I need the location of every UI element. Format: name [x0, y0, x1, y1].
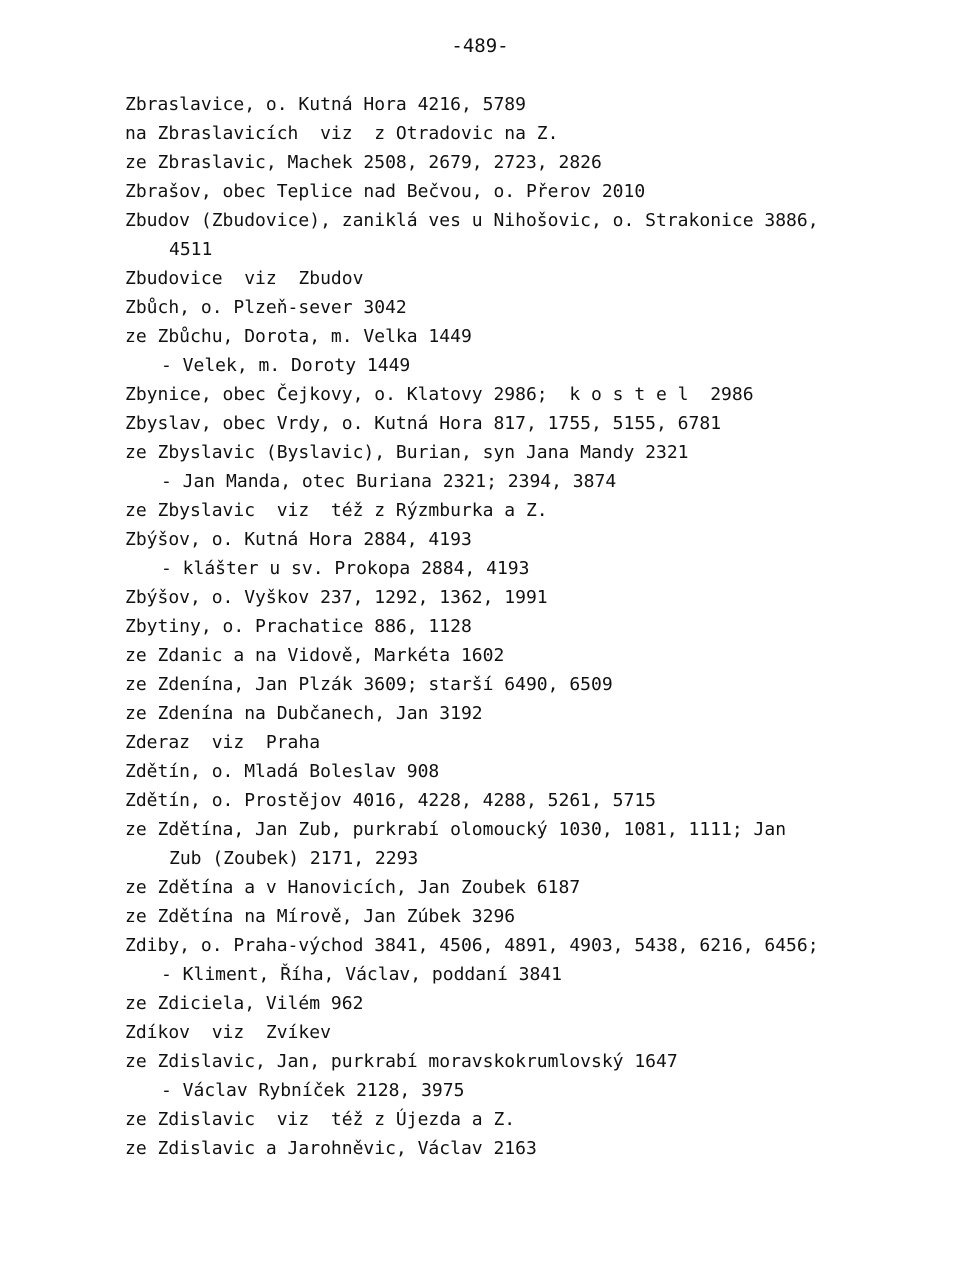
page-number: -489-	[451, 35, 509, 57]
index-subentry: - Václav Rybníček 2128, 3975	[161, 1080, 465, 1101]
index-entry: ze Zdenína, Jan Plzák 3609; starší 6490, 6509	[125, 674, 613, 695]
index-entry: ze Zdenína na Dubčanech, Jan 3192	[125, 703, 483, 724]
index-entry: ze Zdiciela, Vilém 962	[125, 993, 364, 1014]
index-entry: ze Zbůchu, Dorota, m. Velka 1449	[125, 326, 472, 347]
index-entry: ze Zdětína a v Hanovicích, Jan Zoubek 6187	[125, 877, 581, 898]
index-subentry: - Jan Manda, otec Buriana 2321; 2394, 3874	[161, 471, 617, 492]
index-entry: ze Zbraslavic, Machek 2508, 2679, 2723, 2826	[125, 152, 602, 173]
index-entry: ze Zdislavic a Jarohněvic, Václav 2163	[125, 1138, 537, 1159]
index-subentry: - Velek, m. Doroty 1449	[161, 355, 411, 376]
index-entry: Zbrašov, obec Teplice nad Bečvou, o. Přerov 2010	[125, 181, 646, 202]
index-entry: Zbýšov, o. Kutná Hora 2884, 4193	[125, 529, 472, 550]
index-entry: ze Zdanic a na Vidově, Markéta 1602	[125, 645, 505, 666]
index-entry: Zdětín, o. Mladá Boleslav 908	[125, 761, 440, 782]
index-entry: Zderaz viz Praha	[125, 732, 321, 753]
index-entry: ze Zdislavic, Jan, purkrabí moravskokrumlovský 1647	[125, 1051, 678, 1072]
index-entry: Zbýšov, o. Vyškov 237, 1292, 1362, 1991	[125, 587, 548, 608]
index-entry-continuation: 4511	[169, 239, 213, 260]
index-entry-continuation: Zub (Zoubek) 2171, 2293	[169, 848, 419, 869]
index-subentry: - Kliment, Říha, Václav, poddaní 3841	[161, 964, 562, 985]
index-subentry: - klášter u sv. Prokopa 2884, 4193	[161, 558, 530, 579]
index-entry: ze Zbyslavic (Byslavic), Burian, syn Jana Mandy 2321	[125, 442, 689, 463]
index-entry: Zdíkov viz Zvíkev	[125, 1022, 331, 1043]
index-entry: Zbudov (Zbudovice), zaniklá ves u Nihošovic, o. Strakonice 3886,	[125, 210, 819, 231]
index-entry: ze Zdětína, Jan Zub, purkrabí olomoucký 1030, 1081, 1111; Jan	[125, 819, 787, 840]
index-entry: ze Zdislavic viz též z Újezda a Z.	[125, 1109, 516, 1130]
index-entry: Zbytiny, o. Prachatice 886, 1128	[125, 616, 472, 637]
index-entry: Zbraslavice, o. Kutná Hora 4216, 5789	[125, 94, 526, 115]
index-entry: ze Zdětína na Mírově, Jan Zúbek 3296	[125, 906, 516, 927]
index-entry: Zbyslav, obec Vrdy, o. Kutná Hora 817, 1755, 5155, 6781	[125, 413, 722, 434]
index-entries	[125, 90, 925, 1163]
index-entry: Zdětín, o. Prostějov 4016, 4228, 4288, 5261, 5715	[125, 790, 657, 811]
index-entry: Zbudovice viz Zbudov	[125, 268, 364, 289]
index-entry: Zdiby, o. Praha-východ 3841, 4506, 4891, 4903, 5438, 6216, 6456;	[125, 935, 819, 956]
index-entry: Zbynice, obec Čejkovy, o. Klatovy 2986; k o s t e l 2986	[125, 384, 754, 405]
index-entry: Zbůch, o. Plzeň-sever 3042	[125, 297, 407, 318]
index-entry: ze Zbyslavic viz též z Rýzmburka a Z.	[125, 500, 548, 521]
index-entry: na Zbraslavicích viz z Otradovic na Z.	[125, 123, 559, 144]
